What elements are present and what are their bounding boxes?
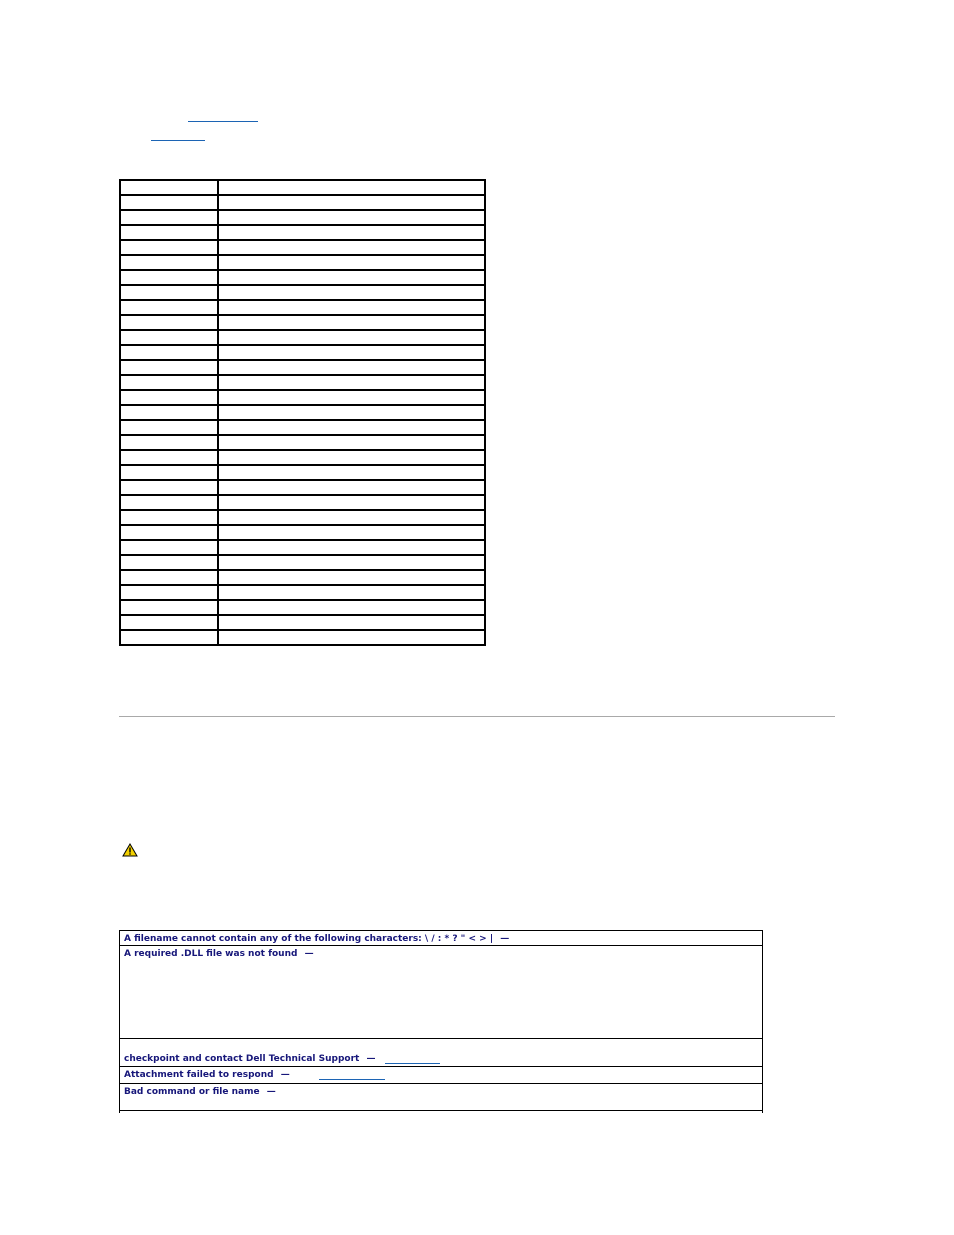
table-cell <box>120 525 218 540</box>
table-row <box>120 630 485 645</box>
table-cell <box>120 495 218 510</box>
table-cell <box>120 510 218 525</box>
message-cell <box>120 931 763 946</box>
message-dash: — <box>280 1070 290 1080</box>
table-row <box>120 390 485 405</box>
table-cell <box>120 570 218 585</box>
table-cell <box>218 300 485 315</box>
table-cell <box>218 465 485 480</box>
table-row <box>120 540 485 555</box>
table-row <box>120 360 485 375</box>
table-cell <box>120 435 218 450</box>
table-row <box>120 555 485 570</box>
nav-link-2[interactable] <box>151 140 205 141</box>
table-cell <box>218 480 485 495</box>
table-row <box>120 375 485 390</box>
table-cell <box>218 255 485 270</box>
table-row <box>120 570 485 585</box>
table-row <box>120 285 485 300</box>
table-cell <box>120 330 218 345</box>
table-cell <box>218 585 485 600</box>
table-cell <box>218 225 485 240</box>
nav-link-1[interactable] <box>188 121 258 122</box>
table-row <box>120 510 485 525</box>
table-row <box>120 1084 763 1111</box>
table-cell <box>120 180 218 195</box>
message-dash: — <box>266 1087 276 1097</box>
table-row <box>120 1067 763 1084</box>
table-row <box>120 195 485 210</box>
codes-table <box>119 179 486 646</box>
table-cell <box>120 300 218 315</box>
table-cell <box>218 180 485 195</box>
message-dash: — <box>366 1054 376 1064</box>
table-cell <box>218 510 485 525</box>
table-row <box>120 1039 763 1067</box>
table-cell <box>218 435 485 450</box>
table-cell <box>120 480 218 495</box>
table-row <box>120 946 763 1039</box>
message-text: A required .DLL file was not found <box>124 949 298 959</box>
table-row <box>120 615 485 630</box>
table-row <box>120 210 485 225</box>
table-cell <box>218 405 485 420</box>
table-cell <box>120 615 218 630</box>
table-row <box>120 450 485 465</box>
table-row <box>120 1111 763 1114</box>
table-cell <box>120 195 218 210</box>
message-text: A filename cannot contain any of the following characters: \ / : * ? " < > | <box>124 934 494 944</box>
message-dash: — <box>500 934 510 944</box>
table-row <box>120 600 485 615</box>
table-cell <box>218 630 485 645</box>
table-row <box>120 300 485 315</box>
table-cell <box>120 540 218 555</box>
table-cell <box>218 450 485 465</box>
table-cell <box>218 570 485 585</box>
table-cell <box>218 330 485 345</box>
warning-triangle-icon <box>122 843 138 857</box>
table-row <box>120 225 485 240</box>
table-cell <box>120 345 218 360</box>
table-cell <box>218 600 485 615</box>
table-cell <box>120 585 218 600</box>
message-text: Attachment failed to respond <box>124 1070 274 1080</box>
table-cell <box>120 405 218 420</box>
table-cell <box>218 375 485 390</box>
table-cell <box>218 615 485 630</box>
table-cell <box>120 555 218 570</box>
message-cell <box>120 1111 763 1114</box>
table-row <box>120 495 485 510</box>
message-cell <box>120 946 763 1039</box>
table-cell <box>218 360 485 375</box>
table-cell <box>218 555 485 570</box>
table-cell <box>120 225 218 240</box>
table-cell <box>120 390 218 405</box>
table-cell <box>218 285 485 300</box>
table-cell <box>218 240 485 255</box>
table-cell <box>218 495 485 510</box>
table-cell <box>218 270 485 285</box>
message-dash: — <box>304 949 314 959</box>
table-cell <box>120 210 218 225</box>
table-row <box>120 931 763 946</box>
table-row <box>120 270 485 285</box>
table-cell <box>120 285 218 300</box>
message-cell <box>120 1039 763 1067</box>
message-text: Bad command or file name <box>124 1087 260 1097</box>
table-cell <box>218 390 485 405</box>
message-text: checkpoint and contact Dell Technical Support <box>124 1054 360 1064</box>
table-cell <box>120 240 218 255</box>
table-row <box>120 525 485 540</box>
table-cell <box>120 465 218 480</box>
support-link[interactable] <box>385 1063 440 1064</box>
table-cell <box>120 360 218 375</box>
table-cell <box>218 195 485 210</box>
table-row <box>120 330 485 345</box>
table-cell <box>218 210 485 225</box>
table-cell <box>120 270 218 285</box>
table-cell <box>120 600 218 615</box>
message-cell <box>120 1067 763 1084</box>
table-cell <box>120 450 218 465</box>
table-row <box>120 405 485 420</box>
codes-table-body <box>120 180 485 645</box>
table-cell <box>218 540 485 555</box>
table-cell <box>120 420 218 435</box>
table-row <box>120 420 485 435</box>
table-cell <box>218 525 485 540</box>
section-divider <box>119 716 835 717</box>
table-row <box>120 585 485 600</box>
table-cell <box>218 420 485 435</box>
table-cell <box>120 375 218 390</box>
attachment-link[interactable] <box>319 1079 385 1080</box>
table-row <box>120 315 485 330</box>
table-cell <box>218 315 485 330</box>
table-row <box>120 480 485 495</box>
table-cell <box>120 630 218 645</box>
table-cell <box>120 255 218 270</box>
table-row <box>120 345 485 360</box>
table-row <box>120 240 485 255</box>
table-cell <box>120 315 218 330</box>
table-row <box>120 435 485 450</box>
table-row <box>120 180 485 195</box>
error-messages-table <box>119 930 763 1113</box>
table-row <box>120 465 485 480</box>
table-row <box>120 255 485 270</box>
table-cell <box>218 345 485 360</box>
message-cell <box>120 1084 763 1111</box>
